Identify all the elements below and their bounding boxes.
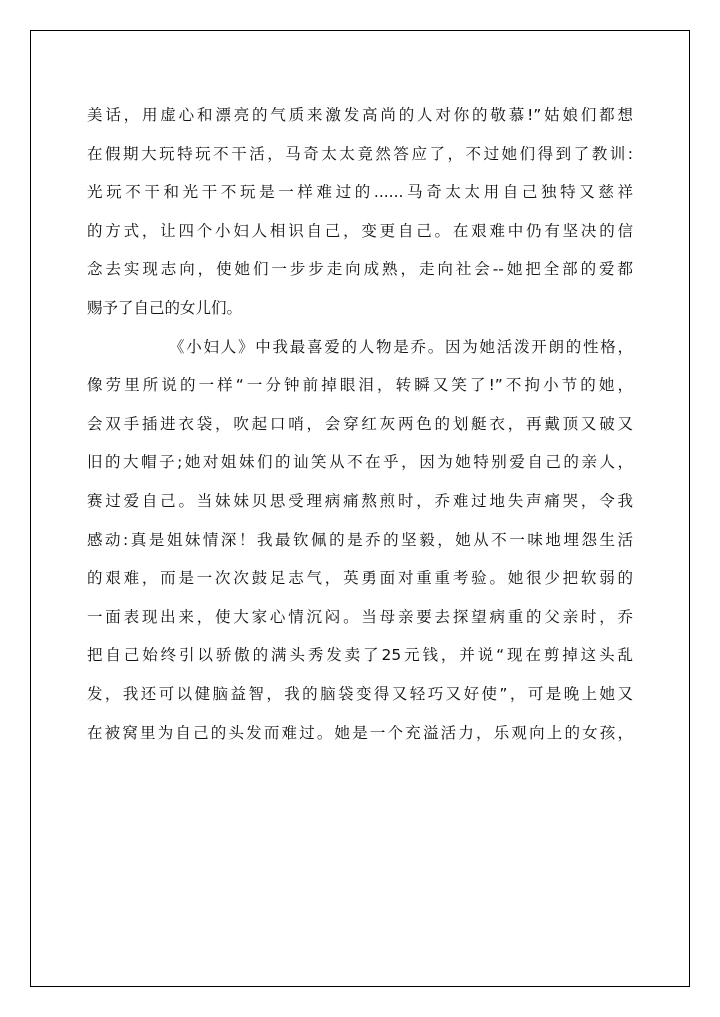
text-line: 像劳里所说的一样“一分钟前掉眼泪，转瞬又笑了!”不拘小节的她，: [87, 376, 633, 395]
text-line: 旧的大帽子;她对姐妹们的讪笑从不在乎，因为她特别爱自己的亲人，: [87, 453, 633, 472]
text-line: 一面表现出来，使大家心情沉闷。当母亲要去探望病重的父亲时，乔: [87, 607, 633, 626]
text-line: 的艰难，而是一次次鼓足志气，英勇面对重重考验。她很少把软弱的: [87, 569, 633, 588]
text-line: 会双手插进衣袋，吹起口哨，会穿红灰两色的划艇衣，再戴顶又破又: [87, 414, 633, 433]
text-line: 光玩不干和光干不玩是一样难过的......马奇太太用自己独特又慈祥: [87, 183, 633, 202]
text-line: 的方式，让四个小妇人相识自己，变更自己。在艰难中仍有坚决的信: [87, 221, 633, 240]
text-line: 赛过爱自己。当妹妹贝思受理病痛熬煎时，乔难过地失声痛哭，令我: [87, 491, 633, 510]
text-line: 赐予了自己的女儿们。: [87, 298, 243, 317]
paragraph-first-line: 《小妇人》中我最喜爱的人物是乔。因为她活泼开朗的性格，: [169, 337, 633, 356]
text-line: 在假期大玩特玩不干活，马奇太太竟然答应了，不过她们得到了教训:: [87, 144, 633, 163]
text-line: 在被窝里为自己的头发而难过。她是一个充溢活力，乐观向上的女孩，: [87, 723, 633, 742]
text-line: 美话，用虚心和漂亮的气质来激发高尚的人对你的敬慕!”姑娘们都想: [87, 106, 633, 124]
text-line: 感动:真是姐妹情深！我最钦佩的是乔的坚毅，她从不一味地埋怨生活: [87, 530, 633, 549]
text-line: 念去实现志向，使她们一步步走向成熟，走向社会--她把全部的爱都: [87, 260, 633, 279]
text-line: 把自己始终引以骄傲的满头秀发卖了25元钱，并说“现在剪掉这头乱: [87, 646, 633, 665]
text-line: 发，我还可以健脑益智，我的脑袋变得又轻巧又好使”，可是晚上她又: [87, 684, 633, 703]
document-body: [87, 96, 633, 752]
